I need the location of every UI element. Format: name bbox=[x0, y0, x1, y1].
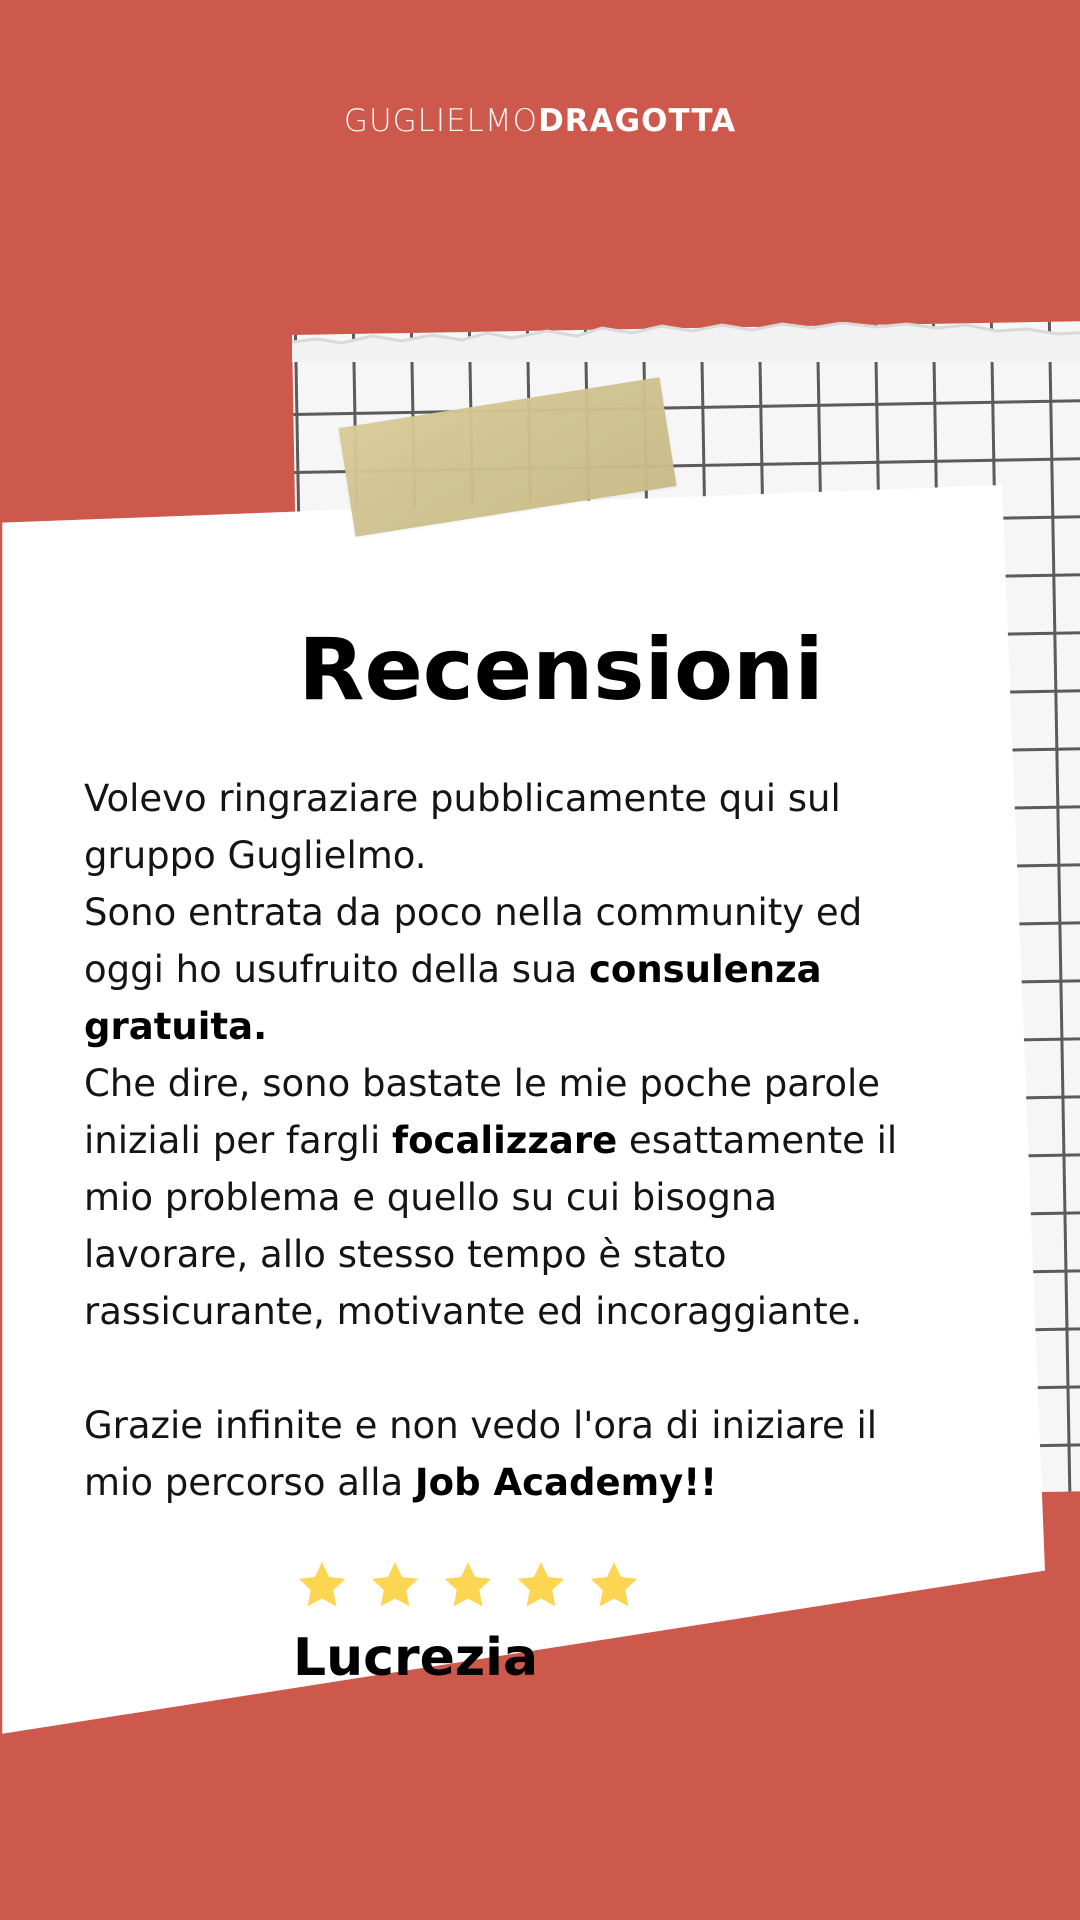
review-paragraph-1: Volevo ringraziare pubblicamente qui sul gruppo Guglielmo. bbox=[84, 777, 841, 877]
reviewer-name: Lucrezia bbox=[293, 1628, 539, 1688]
torn-paper-edge bbox=[292, 322, 1080, 362]
star-icon bbox=[514, 1558, 568, 1612]
review-paragraph-3 bbox=[84, 1055, 924, 1340]
review-text-span: Grazie infinite e non vedo l'ora di iniziare il mio percorso alla bbox=[84, 1404, 878, 1504]
star-icon bbox=[368, 1558, 422, 1612]
paragraph-gap bbox=[84, 1340, 924, 1397]
brand-logo bbox=[0, 103, 1080, 139]
brand-name-last: DRAGOTTA bbox=[538, 103, 737, 139]
page-title: Recensioni bbox=[298, 620, 824, 720]
review-text-span: Che dire, sono bastate le mie poche parole iniziali per fargli bbox=[84, 1062, 881, 1162]
star-icon bbox=[441, 1558, 495, 1612]
review-highlight: consulenza gratuita. bbox=[84, 948, 822, 1048]
star-icon bbox=[295, 1558, 349, 1612]
review-text-span: esattamente il mio problema e quello su cui bisogna lavorare, allo stesso tempo è stato rassicurante, motivante ed incoraggiante. bbox=[84, 1119, 898, 1333]
review-paragraph-2 bbox=[84, 884, 924, 1055]
star-icon bbox=[587, 1558, 641, 1612]
brand-name-first: GUGLIELMO bbox=[343, 103, 539, 139]
review-text-span: Sono entrata da poco nella community ed oggi ho usufruito della sua bbox=[84, 891, 863, 991]
review-highlight: Job Academy!! bbox=[414, 1461, 717, 1504]
star-rating bbox=[295, 1558, 641, 1612]
review-paragraph-4 bbox=[84, 1397, 924, 1511]
review-text bbox=[84, 770, 924, 1511]
review-highlight: focalizzare bbox=[392, 1119, 618, 1162]
